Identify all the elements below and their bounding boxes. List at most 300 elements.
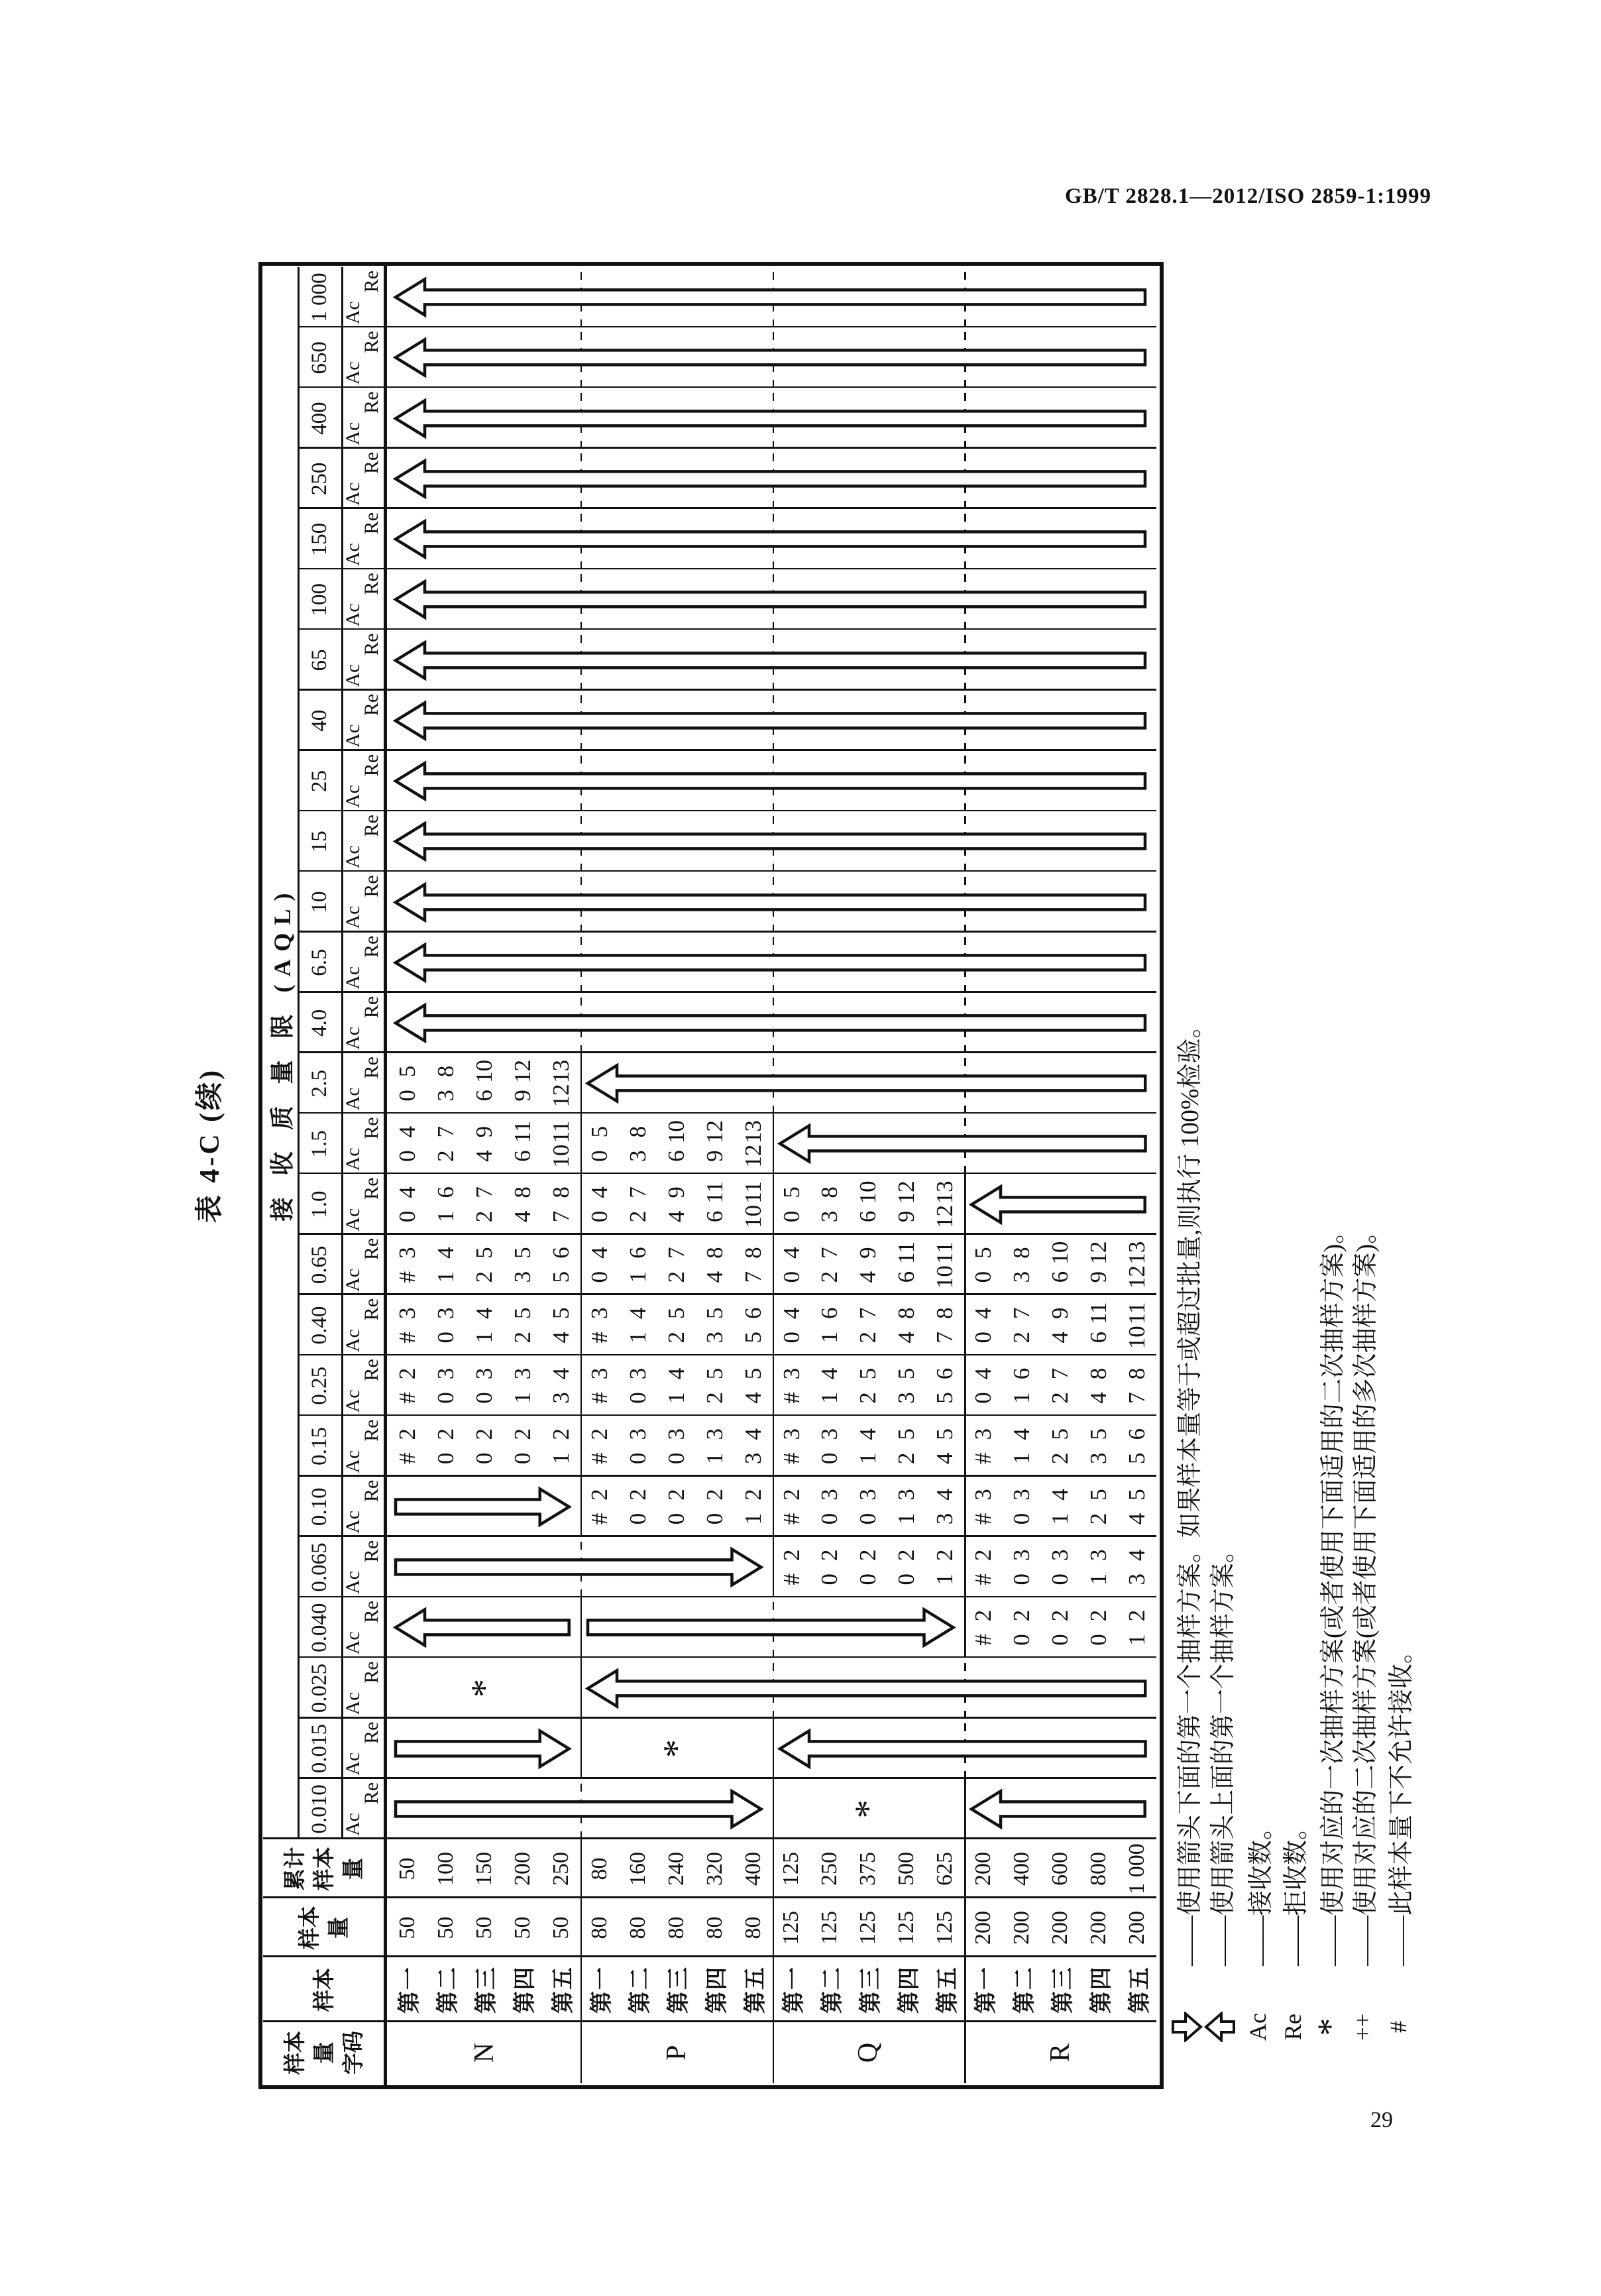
plan-ac: 5 [547, 1271, 574, 1283]
grid-line-h [773, 1537, 775, 1597]
cum-size-cell: 160 [625, 1852, 650, 1886]
aql-column-header: 0.10 [307, 1487, 331, 1526]
legend-plusplus-icon: ++ [1349, 2013, 1376, 2041]
plan-re: 4 [855, 1428, 881, 1440]
plan-re: 4 [394, 1186, 420, 1198]
aql-column-header: 1 000 [307, 272, 331, 322]
sample-row-label: 第五 [935, 1966, 960, 2014]
grid-line-h [773, 1477, 775, 1537]
plan-ac: 0 [432, 1452, 459, 1464]
aql-column-header: 0.25 [307, 1366, 331, 1405]
cum-size-cell: 250 [817, 1852, 842, 1886]
legend-arrow-up-icon [1204, 1983, 1236, 2071]
stub-header-line: 样本 [312, 1847, 337, 1891]
plan-ac: 2 [1047, 1452, 1074, 1464]
block-arrow-up-icon [970, 1779, 1146, 1839]
plan-re: 3 [970, 1489, 997, 1501]
stub-header-line: 样本 [312, 1968, 337, 2012]
grid-line-h [773, 1235, 775, 1295]
plan-re: 5 [1124, 1489, 1150, 1501]
plan-re: 5 [701, 1307, 728, 1320]
plan-re: 10 [470, 1059, 497, 1083]
plan-ac: 0 [586, 1210, 612, 1223]
block-arrow-up-icon [394, 691, 1146, 751]
plan-re: 9 [663, 1186, 689, 1198]
plan-re: 4 [932, 1489, 958, 1501]
plan-re: 4 [547, 1367, 574, 1380]
re-header-label: Re [360, 1540, 382, 1563]
legend-text: ——拒收数。 [1282, 1814, 1310, 1966]
ac-header-label: Ac [342, 603, 364, 627]
block-arrow-up-icon [394, 509, 1146, 569]
plan-re: 3 [970, 1428, 997, 1440]
plan-re: 7 [624, 1186, 651, 1198]
ac-header-label: Ac [342, 1208, 364, 1232]
block-arrow-up-icon [586, 1658, 1146, 1718]
plan-re: 3 [394, 1307, 420, 1320]
cum-size-cell: 320 [702, 1852, 727, 1886]
plan-re: 11 [1085, 1302, 1112, 1325]
plan-re: 3 [663, 1428, 689, 1440]
plan-re: 8 [1124, 1367, 1150, 1380]
plan-re: 8 [740, 1247, 766, 1259]
cum-size-cell: 600 [1048, 1852, 1073, 1886]
plan-re: 3 [624, 1367, 651, 1380]
plan-ac: 2 [470, 1271, 497, 1283]
stub-header-line: 样本 [283, 2031, 307, 2075]
ac-header-label: Ac [342, 1571, 364, 1595]
plan-re: 4 [816, 1367, 843, 1380]
plan-re: 2 [470, 1428, 497, 1440]
ac-header-label: Ac [342, 724, 364, 748]
plan-re: 3 [470, 1367, 497, 1380]
plan-ac: 4 [893, 1332, 920, 1344]
plan-re: 11 [740, 1181, 766, 1204]
re-header-label: Re [360, 633, 382, 656]
plan-re: 8 [432, 1065, 459, 1078]
sample-row-label: 第二 [1012, 1966, 1037, 2014]
plan-ac: 4 [932, 1452, 958, 1464]
re-header-label: Re [360, 935, 382, 958]
block-arrow-up-icon [394, 569, 1146, 630]
plan-ac: 1 [1009, 1452, 1035, 1464]
sample-row-label: 第一 [973, 1966, 999, 2014]
plan-ac: 2 [509, 1332, 535, 1344]
plan-re: 4 [586, 1186, 612, 1198]
ac-header-label: Ac [342, 1147, 364, 1171]
stub-header-sample [263, 1957, 386, 2022]
aql-column-header: 650 [307, 341, 331, 374]
plan-ac: 1 [893, 1513, 920, 1525]
plan-ac: # [778, 1392, 804, 1404]
grid-line-h [964, 1537, 966, 1597]
cum-size-cell: 125 [779, 1852, 804, 1886]
acre-header-cell [341, 327, 384, 388]
plan-re: 3 [816, 1489, 843, 1501]
cum-size-cell: 100 [433, 1852, 458, 1886]
re-header-label: Re [360, 1057, 382, 1079]
acre-header-cell [341, 1295, 384, 1355]
plan-ac: 0 [624, 1513, 651, 1525]
plan-re: 12 [509, 1059, 535, 1083]
plan-ac: # [970, 1452, 997, 1464]
plan-ac: 3 [932, 1513, 958, 1525]
plan-ac: 2 [855, 1332, 881, 1344]
plan-ac: 2 [663, 1332, 689, 1344]
plan-re: 4 [778, 1247, 804, 1259]
re-header-label: Re [360, 1419, 382, 1442]
aql-column-header: 0.040 [307, 1603, 331, 1652]
plan-re: 3 [778, 1428, 804, 1440]
cum-size-cell: 150 [471, 1852, 496, 1886]
plan-ac: 1 [470, 1332, 497, 1344]
re-header-label: Re [360, 331, 382, 353]
plan-re: 12 [893, 1180, 920, 1204]
plan-re: 13 [740, 1120, 766, 1144]
legend-row [1169, 1013, 1205, 2071]
legend-row [1240, 1815, 1276, 2071]
re-header-label: Re [360, 875, 382, 897]
re-header-label: Re [360, 1721, 382, 1744]
plan-re: 2 [970, 1609, 997, 1622]
acre-header-cell [341, 1779, 384, 1839]
plan-ac: 0 [394, 1210, 420, 1223]
aql-column-header: 150 [307, 522, 331, 556]
grid-line-h [773, 1114, 775, 1174]
plan-re: 8 [893, 1307, 920, 1320]
plan-re: 2 [778, 1549, 804, 1561]
block-arrow-down-icon [586, 1597, 955, 1658]
plan-re: 5 [470, 1247, 497, 1259]
plan-ac: 0 [893, 1573, 920, 1585]
star-marker: * [848, 1800, 889, 1819]
plan-ac: 1 [432, 1271, 459, 1283]
block-arrow-up-icon [394, 267, 1146, 327]
plan-ac: 3 [1085, 1452, 1112, 1464]
plan-re: 5 [701, 1367, 728, 1380]
plan-ac: 3 [547, 1392, 574, 1404]
block-arrow-up-icon [394, 933, 1146, 993]
plan-ac: 4 [663, 1210, 689, 1223]
acre-header-cell [341, 1416, 384, 1476]
plan-ac: 0 [701, 1513, 728, 1525]
aql-column-header: 0.010 [307, 1784, 331, 1834]
grid-line-h [964, 1779, 966, 1839]
code-letter-cell: Q [853, 2042, 884, 2063]
plan-re: 2 [663, 1489, 689, 1501]
legend-row [1380, 1638, 1416, 2071]
acre-header-cell [341, 872, 384, 932]
block-arrow-up-icon [394, 872, 1146, 932]
plan-re: 3 [1009, 1549, 1035, 1561]
cum-size-cell: 800 [1086, 1852, 1111, 1886]
plan-ac: 1 [816, 1332, 843, 1344]
plan-ac: 6 [663, 1150, 689, 1162]
plan-ac: 0 [970, 1392, 997, 1404]
plan-re: 4 [586, 1247, 612, 1259]
plan-re: 8 [547, 1186, 574, 1198]
plan-re: 5 [394, 1065, 420, 1078]
legend-text: ——使用对应的二次抽样方案(或者使用下面适用的多次抽样方案)。 [1351, 1218, 1380, 1966]
code-letter-cell: N [469, 2042, 500, 2063]
plan-re: 6 [1124, 1428, 1150, 1440]
plan-re: 12 [701, 1120, 728, 1144]
plan-re: 2 [893, 1549, 920, 1561]
plan-re: 3 [432, 1367, 459, 1380]
plan-re: 2 [1085, 1609, 1112, 1622]
plan-re: 4 [778, 1307, 804, 1320]
plan-ac: 0 [586, 1271, 612, 1283]
code-letter-cell: P [661, 2045, 692, 2061]
plan-re: 10 [1047, 1241, 1074, 1265]
grid-line-h [580, 1114, 582, 1174]
sample-size-cell: 80 [625, 1916, 650, 1939]
plan-ac: 3 [701, 1332, 728, 1344]
plan-re: 3 [816, 1428, 843, 1440]
aql-column-header: 400 [307, 402, 331, 435]
plan-ac: 12 [932, 1204, 958, 1228]
plan-ac: 3 [624, 1150, 651, 1162]
plan-re: 6 [816, 1307, 843, 1320]
re-header-label: Re [360, 1237, 382, 1261]
legend-text: ——接收数。 [1246, 1814, 1275, 1966]
plan-ac: 3 [740, 1452, 766, 1464]
plan-re: 2 [394, 1428, 420, 1440]
ac-header-label: Ac [342, 361, 364, 385]
plan-ac: 4 [740, 1392, 766, 1404]
acre-header-cell [341, 1053, 384, 1114]
plan-re: 4 [1009, 1428, 1035, 1440]
legend-text: ——此样本量下不允许接收。 [1387, 1638, 1415, 1966]
plan-ac: 4 [509, 1210, 535, 1223]
plan-re: 12 [1085, 1241, 1112, 1265]
sample-row-label: 第三 [858, 1966, 883, 2014]
plan-ac: # [586, 1332, 612, 1344]
stub-header-line: 样本 [298, 1906, 322, 1950]
plan-ac: 6 [893, 1271, 920, 1283]
plan-ac: 0 [624, 1392, 651, 1404]
plan-re: 5 [663, 1307, 689, 1320]
cum-size-cell: 200 [510, 1852, 535, 1886]
plan-ac: 10 [547, 1144, 574, 1168]
plan-ac: 0 [394, 1090, 420, 1102]
plan-re: 13 [1124, 1241, 1150, 1265]
plan-ac: 0 [509, 1452, 535, 1464]
grid-line-v [298, 1293, 1156, 1295]
plan-re: 3 [394, 1247, 420, 1259]
table-title: 表 4-C (续) [195, 1067, 225, 1224]
sample-size-cell: 125 [817, 1911, 842, 1945]
ac-header-label: Ac [342, 1752, 364, 1776]
plan-ac: 6 [509, 1150, 535, 1162]
acre-header-cell [341, 1114, 384, 1174]
plan-ac: 0 [1009, 1634, 1035, 1646]
plan-re: 7 [855, 1307, 881, 1320]
code-letter-cell: R [1045, 2043, 1076, 2063]
stub-header-cum [263, 1839, 386, 1898]
plan-ac: 0 [663, 1513, 689, 1525]
cum-size-cell: 80 [586, 1857, 612, 1880]
plan-re: 5 [855, 1367, 881, 1380]
sample-row-label: 第二 [820, 1966, 845, 2014]
sample-row-label: 第三 [667, 1966, 692, 2014]
plan-re: 5 [1085, 1489, 1112, 1501]
re-header-label: Re [360, 573, 382, 595]
plan-ac: 1 [624, 1332, 651, 1344]
plan-re: 6 [932, 1367, 958, 1380]
plan-ac: # [394, 1392, 420, 1404]
ac-header-label: Ac [342, 1813, 364, 1836]
star-marker: * [655, 1739, 697, 1758]
sample-row-label: 第三 [1050, 1966, 1076, 2014]
plan-ac: 0 [970, 1271, 997, 1283]
plan-ac: 10 [740, 1204, 766, 1228]
sample-row-label: 第四 [513, 1966, 538, 2014]
legend-arrow-down-icon [1171, 1983, 1203, 2071]
plan-ac: 4 [855, 1271, 881, 1283]
plan-ac: # [394, 1271, 420, 1283]
plan-ac: 3 [1009, 1271, 1035, 1283]
plan-re: 5 [547, 1307, 574, 1320]
aql-column-header: 0.15 [307, 1427, 331, 1465]
aql-column-header: 1.5 [307, 1130, 331, 1158]
acre-header-cell [341, 1597, 384, 1658]
plan-re: 5 [740, 1367, 766, 1380]
plan-re: 3 [509, 1367, 535, 1380]
block-arrow-up-icon [779, 1719, 1147, 1779]
legend-re-label: Re [1280, 2014, 1306, 2040]
grid-line-h [580, 1658, 582, 1718]
grid-line-h [964, 1477, 966, 1537]
plan-re: 10 [855, 1180, 881, 1204]
ac-header-label: Ac [342, 1087, 364, 1111]
plan-ac: 0 [816, 1573, 843, 1585]
plan-ac: 2 [1009, 1332, 1035, 1344]
acre-header-cell [341, 509, 384, 569]
plan-ac: 0 [778, 1332, 804, 1344]
block-arrow-down-icon [394, 1779, 763, 1839]
plan-re: 13 [932, 1180, 958, 1204]
plan-re: 9 [1047, 1307, 1074, 1320]
sample-size-cell: 50 [471, 1916, 496, 1939]
plan-re: 3 [701, 1428, 728, 1440]
ac-header-label: Ac [342, 1510, 364, 1534]
ac-header-label: Ac [342, 663, 364, 687]
plan-re: 2 [509, 1428, 535, 1440]
acre-header-cell [341, 993, 384, 1053]
plan-re: 5 [893, 1428, 920, 1440]
grid-line-v [298, 1414, 1156, 1416]
sample-size-cell: 50 [394, 1916, 419, 1939]
re-header-label: Re [360, 391, 382, 414]
plan-ac: 1 [701, 1452, 728, 1464]
re-header-label: Re [360, 1359, 382, 1381]
plan-re: 7 [663, 1247, 689, 1259]
plan-re: 11 [509, 1120, 535, 1143]
plan-re: 3 [624, 1428, 651, 1440]
block-arrow-up-icon [586, 1053, 1146, 1114]
block-arrow-up-icon [394, 449, 1146, 509]
grid-line-h [580, 1174, 582, 1234]
plan-re: 8 [701, 1247, 728, 1259]
stub-header-line: 累计 [283, 1847, 307, 1891]
plan-re: 4 [624, 1307, 651, 1320]
plan-ac: 1 [1047, 1513, 1074, 1525]
sample-row-label: 第一 [590, 1966, 615, 2014]
ac-header-label: Ac [342, 482, 364, 506]
sample-size-cell: 125 [779, 1911, 804, 1945]
block-arrow-up-icon [394, 327, 1146, 388]
plan-ac: 2 [1085, 1513, 1112, 1525]
ac-header-label: Ac [342, 543, 364, 567]
grid-line-h [580, 1416, 582, 1476]
plan-ac: 0 [855, 1573, 881, 1585]
plan-ac: 12 [740, 1144, 766, 1168]
sample-row-label: 第二 [628, 1966, 653, 2014]
plan-ac: # [394, 1332, 420, 1344]
aql-column-header: 65 [307, 649, 331, 671]
plan-re: 6 [740, 1307, 766, 1320]
plan-re: 3 [1047, 1549, 1074, 1561]
plan-re: 3 [586, 1367, 612, 1380]
plan-ac: 0 [816, 1513, 843, 1525]
legend-star-icon: * [1310, 2018, 1350, 2036]
plan-ac: 3 [893, 1392, 920, 1404]
plan-ac: 2 [470, 1210, 497, 1223]
grid-line-h [773, 1295, 775, 1355]
plan-re: 2 [586, 1489, 612, 1501]
plan-re: 5 [509, 1307, 535, 1320]
plan-re: 3 [855, 1489, 881, 1501]
plan-ac: 0 [1047, 1634, 1074, 1646]
plan-re: 2 [624, 1489, 651, 1501]
sample-row-label: 第三 [474, 1966, 500, 2014]
sample-size-cell: 50 [548, 1916, 573, 1939]
plan-re: 7 [1009, 1307, 1035, 1320]
plan-re: 2 [1124, 1609, 1150, 1622]
ac-header-label: Ac [342, 1268, 364, 1292]
plan-re: 2 [1047, 1609, 1074, 1622]
acre-header-cell [341, 1355, 384, 1416]
plan-ac: 1 [932, 1573, 958, 1585]
sample-row-label: 第一 [398, 1966, 423, 2014]
aql-column-header: 4.0 [307, 1009, 331, 1037]
plan-ac: # [778, 1573, 804, 1585]
plan-ac: 0 [816, 1452, 843, 1464]
plan-ac: 12 [1124, 1265, 1150, 1289]
plan-re: 2 [1009, 1609, 1035, 1622]
plan-ac: 12 [547, 1084, 574, 1108]
aql-column-header: 10 [307, 891, 331, 913]
ac-header-label: Ac [342, 966, 364, 990]
plan-ac: 1 [1009, 1392, 1035, 1404]
plan-ac: 9 [509, 1090, 535, 1102]
plan-ac: 2 [893, 1452, 920, 1464]
plan-ac: 0 [1085, 1634, 1112, 1646]
plan-ac: 1 [855, 1452, 881, 1464]
grid-line-h [580, 1053, 582, 1114]
legend-hash-icon: # [1385, 2021, 1411, 2033]
plan-ac: 2 [816, 1271, 843, 1283]
grid-line-h [580, 1355, 582, 1416]
sample-size-cell: 50 [510, 1916, 535, 1939]
plan-ac: 1 [509, 1392, 535, 1404]
plan-ac: 1 [547, 1452, 574, 1464]
grid-line-h [580, 1235, 582, 1295]
re-header-label: Re [360, 1177, 382, 1200]
plan-ac: 10 [1124, 1326, 1150, 1349]
sample-size-cell: 80 [663, 1916, 689, 1939]
